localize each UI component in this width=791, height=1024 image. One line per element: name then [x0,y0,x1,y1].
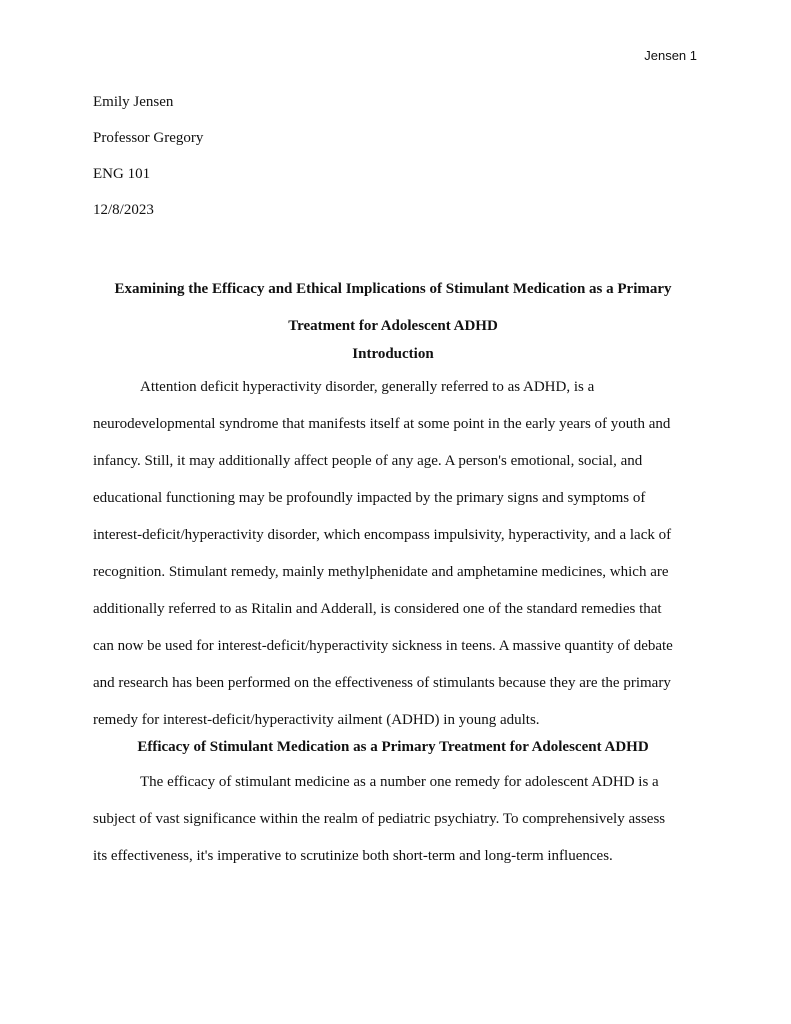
efficacy-line-1: The efficacy of stimulant medicine as a number one remedy for adolescent ADHD is a [140,774,659,790]
running-header-page-number: Jensen 1 [644,48,697,63]
introduction-line-6: recognition. Stimulant remedy, mainly methylphenidate and amphetamine medicines, which are [93,564,669,580]
introduction-line-1: Attention deficit hyperactivity disorder, generally referred to as ADHD, is a [140,379,595,395]
introduction-line-8: can now be used for interest-deficit/hyperactivity sickness in teens. A massive quantity of debate [93,638,673,654]
paper-title [93,271,693,345]
introduction-line-4: educational functioning may be profoundly impacted by the primary signs and symptoms of [93,490,646,506]
introduction-heading: Introduction [352,346,434,362]
introduction-line-10: remedy for interest-deficit/hyperactivity ailment (ADHD) in young adults. [93,712,540,728]
paper-title-line-2: Treatment for Adolescent ADHD [288,318,498,334]
efficacy-heading: Efficacy of Stimulant Medication as a Primary Treatment for Adolescent ADHD [137,739,649,755]
efficacy-paragraph [93,772,693,883]
introduction-paragraph [93,377,693,747]
course-name: ENG 101 [93,166,151,182]
introduction-line-3: infancy. Still, it may additionally affect people of any age. A person's emotional, social, and [93,453,643,469]
mla-heading [93,92,703,236]
instructor-name: Professor Gregory [93,130,204,146]
efficacy-line-3: its effectiveness, it's imperative to scrutinize both short-term and long-term influences. [93,848,613,864]
author-name: Emily Jensen [93,94,174,110]
introduction-line-7: additionally referred to as Ritalin and Adderall, is considered one of the standard remedies that [93,601,662,617]
efficacy-line-2: subject of vast significance within the realm of pediatric psychiatry. To comprehensively assess [93,811,666,827]
introduction-line-5: interest-deficit/hyperactivity disorder, which encompass impulsivity, hyperactivity, and a lack of [93,527,672,543]
introduction-line-2: neurodevelopmental syndrome that manifests itself at some point in the early years of youth and [93,416,671,432]
paper-date: 12/8/2023 [93,202,154,218]
introduction-line-9: and research has been performed on the effectiveness of stimulants because they are the primary [93,675,671,691]
paper-title-line-1: Examining the Efficacy and Ethical Implications of Stimulant Medication as a Primary [114,281,672,297]
